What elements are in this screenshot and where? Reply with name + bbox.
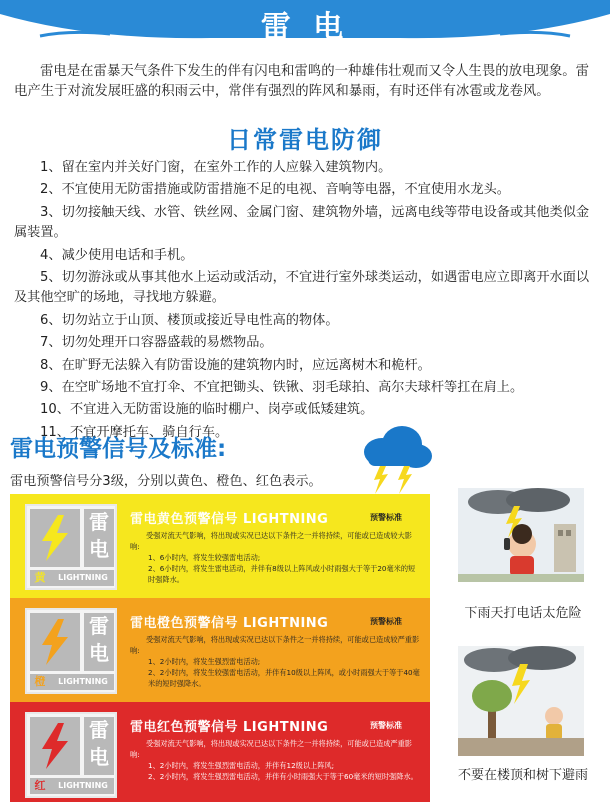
sign-characters xyxy=(84,717,114,775)
sign-char-bottom: 电 xyxy=(89,745,109,769)
criteria-intro: 受强对流天气影响，将出现或实况已达以下条件之一并将持续，可能或已造成严重影响: xyxy=(130,739,412,759)
yellow-warning-panel xyxy=(10,494,430,598)
list-item: 5、切勿游泳或从事其他水上运动或活动，不宜进行室外球类运动，如遇雷电应立即离开水面以及其他空旷的场地，寻找地方躲避。 xyxy=(14,270,590,306)
criteria-item: 1、2小时内，将发生强烈雷电活动，并伴有12级以上阵风; xyxy=(148,761,335,770)
orange-warning-name: 雷电橙色预警信号 LIGHTNING xyxy=(130,616,329,631)
sign-char-top: 雷 xyxy=(89,718,109,742)
tree-in-storm-illustration xyxy=(458,646,584,740)
list-item: 8、在旷野无法躲入有防雷设施的建筑物内时，应远离树木和桅杆。 xyxy=(40,357,431,373)
page-title: 雷 电 xyxy=(260,10,350,45)
storm-tree-icon xyxy=(458,646,584,756)
criteria-item: 1、6小时内，将发生较强雷电活动; xyxy=(148,553,261,562)
lightning-bolt-icon xyxy=(30,509,80,567)
sign-footer xyxy=(30,570,114,586)
sign-level-char: 橙 xyxy=(34,675,46,688)
warning-title: 雷电预警信号及标准: xyxy=(10,436,227,462)
sign-bolt-box xyxy=(30,613,80,671)
red-warning-panel xyxy=(10,702,430,802)
list-item: 7、切勿处理开口容器盛载的易燃物品。 xyxy=(40,335,273,351)
list-item: 1、留在室内并关好门窗，在室外工作的人应躲入建筑物内。 xyxy=(40,160,392,175)
criteria-item: 2、6小时内，将发生雷电活动，并伴有8级以上阵风或小时雨强大于等于20毫米的短时强降水。 xyxy=(148,564,416,584)
illustration-caption-1: 下雨天打电话太危险 xyxy=(464,606,582,621)
warning-standard-label: 预警标准 xyxy=(370,617,402,626)
criteria-intro: 受强对流天气影响，将出现或实况已达以下条件之一并将持续，可能或已造成较严重影响: xyxy=(130,635,420,655)
sign-lightning-label: LIGHTNING xyxy=(58,781,108,790)
warning-standard-label: 预警标准 xyxy=(370,721,402,730)
sign-char-top: 雷 xyxy=(89,510,109,534)
list-item: 11、不宜开摩托车、骑自行车。 xyxy=(40,424,229,440)
thundercloud-icon xyxy=(358,424,434,496)
sign-level-char: 黄 xyxy=(34,571,46,584)
sign-char-bottom: 电 xyxy=(89,537,109,561)
list-item: 2、不宜使用无防雷措施或防雷措施不足的电视、音响等电器，不宜使用水龙头。 xyxy=(40,182,510,198)
yellow-warning-sign xyxy=(25,504,117,590)
sign-characters xyxy=(84,509,114,567)
sign-bolt-box xyxy=(30,509,80,567)
defense-list xyxy=(14,158,598,445)
header-banner xyxy=(0,0,610,46)
storm-phone-icon xyxy=(458,488,584,582)
sign-lightning-label: LIGHTNING xyxy=(58,677,108,686)
list-item: 3、切勿接触天线、水管、铁丝网、金属门窗、建筑物外墙，远离电线等带电设备或其他类似金属装置。 xyxy=(14,204,590,241)
lightning-bolt-icon xyxy=(30,613,80,671)
orange-warning-sign xyxy=(25,608,117,694)
red-warning-name: 雷电红色预警信号 LIGHTNING xyxy=(130,720,329,735)
list-item: 4、减少使用电话和手机。 xyxy=(40,247,194,263)
intro-paragraph: 雷电是在雷暴天气条件下发生的伴有闪电和雷鸣的一种雄伟壮观而又令人生畏的放电现象。雷电产生于对流发展旺盛的积雨云中，常伴有强烈的阵风和暴雨，有时还伴有冰雹或龙卷风。 xyxy=(14,64,590,99)
sign-char-bottom: 电 xyxy=(89,641,109,665)
sign-footer xyxy=(30,674,114,690)
criteria-item: 2、2小时内，将发生强烈雷电活动，并伴有小时雨强大于等于60毫米的短时强降水。 xyxy=(148,772,418,781)
sign-lightning-label: LIGHTNING xyxy=(58,573,108,582)
red-warning-criteria xyxy=(130,738,420,782)
defense-title: 日常雷电防御 xyxy=(227,126,383,154)
sign-characters xyxy=(84,613,114,671)
warning-standard-label: 预警标准 xyxy=(370,513,402,522)
illustration-caption-2: 不要在楼顶和树下避雨 xyxy=(457,768,588,783)
yellow-warning-criteria xyxy=(130,530,420,585)
sign-level-char: 红 xyxy=(34,779,46,792)
list-item: 9、在空旷场地不宜打伞、不宜把锄头、铁锹、羽毛球拍、高尔夫球杆等扛在肩上。 xyxy=(40,380,524,396)
lightning-bolt-icon xyxy=(30,717,80,775)
sign-char-top: 雷 xyxy=(89,614,109,638)
orange-warning-criteria xyxy=(130,634,420,689)
criteria-item: 1、2小时内，将发生强烈雷电活动; xyxy=(148,657,261,666)
sign-bolt-box xyxy=(30,717,80,775)
warning-subtitle: 雷电预警信号分3级，分别以黄色、橙色、红色表示。 xyxy=(10,474,322,489)
yellow-warning-name: 雷电黄色预警信号 LIGHTNING xyxy=(130,512,329,527)
red-warning-sign xyxy=(25,712,117,798)
criteria-intro: 受强对流天气影响，将出现或实况已达以下条件之一并将持续，可能或已造成较大影响: xyxy=(130,531,412,551)
list-item: 6、切勿站立于山顶、楼顶或接近导电性高的物体。 xyxy=(40,312,339,328)
phone-in-storm-illustration xyxy=(458,488,584,582)
sign-footer xyxy=(30,778,114,794)
list-item: 10、不宜进入无防雷设施的临时棚户、岗亭或低矮建筑。 xyxy=(40,402,374,418)
criteria-item: 2、2小时内，将发生较强雷电活动，并伴有10级以上阵风，或小时雨强大于等于40毫米的短时强降水。 xyxy=(148,668,420,688)
orange-warning-panel xyxy=(10,598,430,702)
